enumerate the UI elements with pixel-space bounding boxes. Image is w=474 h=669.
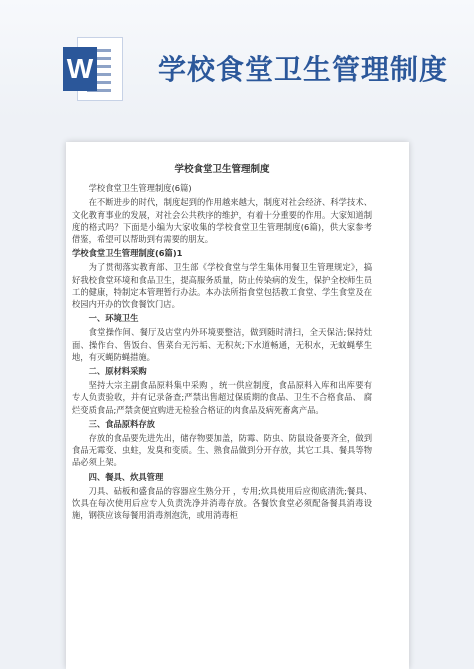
word-badge: W xyxy=(63,47,97,91)
paragraph: 二、原材料采购 xyxy=(88,366,147,377)
banner-title: 学校食堂卫生管理制度 xyxy=(158,53,449,86)
paragraph: 学校食堂卫生管理制度(6篇) xyxy=(88,183,192,194)
paragraph: 一、环境卫生 xyxy=(88,313,139,324)
paragraph: 坚持大宗主副食品原料集中采购 ，统一供应制度，食品原料入库和出库要有专人负责验收，并有记录备查;严禁出售超过保质期的食品、卫生不合格食品、 腐烂变质食品;严禁贪便宜购进无检验合格证的肉食品及病死畜禽产品。 xyxy=(72,380,372,415)
banner xyxy=(0,0,474,120)
document-title: 学校食堂卫生管理制度 xyxy=(174,164,270,175)
word-document-icon xyxy=(63,37,123,101)
paragraph: 存放的食品要先进先出，储存物要加盖，防霉、防虫、防鼠设备要齐全，做到食品无霉变、虫蛀，发臭和变质。生、熟食品做到分开存放，其它工具、餐具等物品必须上架。 xyxy=(72,433,372,468)
paragraph: 刀具、砧板和盛食品的容器应生熟分开 ，专用;炊具使用后应彻底清洗;餐具、饮具在每次使用后应专人负责洗净并消毒存放。各餐饮食堂必须配备餐具消毒设施，钢筷应该每餐用消毒剂泡洗，或用消毒柜 xyxy=(72,485,372,521)
paragraph: 为了贯彻落实教育部、卫生部《学校食堂与学生集体用餐卫生管理规定》，搞好我校食堂环境和食品卫生，提高服务质量，防止传染病的发生，保护全校师生员工的健康，特制定本管理暂行办法。本办法所指食堂包括教工食堂、学生食堂及在校园内开办的饮食餐饮门店。 xyxy=(72,262,372,310)
paragraph: 在不断进步的时代，制度起到的作用越来越大，制度对社会经济、科学技术、文化教育事业的发展，对社会公共秩序的维护，有着十分重要的作用。大家知道制度的格式吗？下面是小编为大家收集的学校食堂卫生管理制度(6篇)，供大家参考借鉴，希望可以帮助到有需要的朋友。 xyxy=(72,197,372,245)
paragraph: 学校食堂卫生管理制度(6篇)1 xyxy=(72,248,183,259)
paragraph: 三、食品原料存放 xyxy=(88,418,155,429)
paragraph-list xyxy=(72,182,372,521)
paragraph: 食堂操作间、餐厅及店堂内外环境要整洁，做到随时清扫，全天保洁;保持灶面、操作台、售饭台、售菜台无污垢、无积灰;下水道畅通，无积水，无蚊蝇孳生地，有灭蝇防蝇措施。 xyxy=(72,327,372,362)
paragraph: 四、餐具、炊具管理 xyxy=(88,471,164,482)
document-content xyxy=(72,164,372,523)
